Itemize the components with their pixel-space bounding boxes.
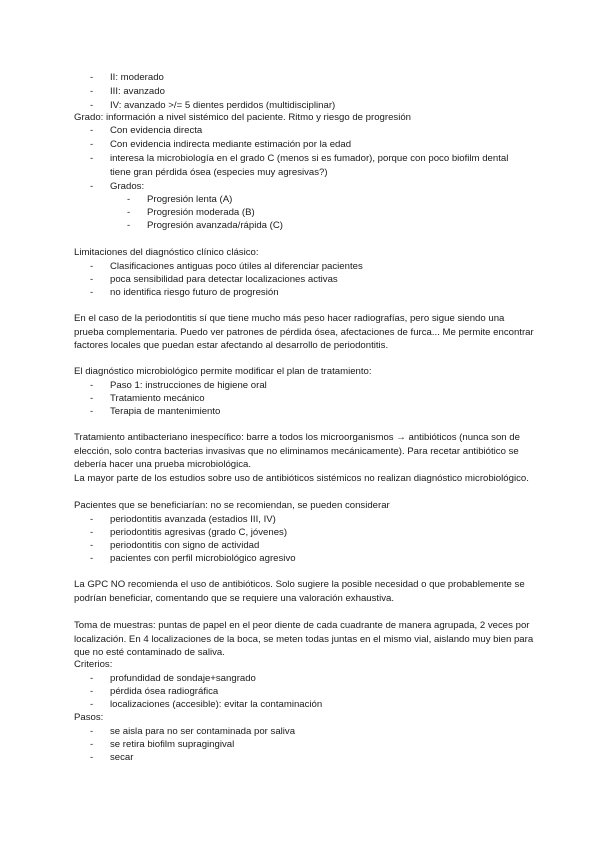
toma-paragraph: Toma de muestras: puntas de papel en el peor diente de cada cuadrante de manera agrupada, 2 veces por localización. En 4 localizaciones de la boca, se meten todas juntas en el mismo vial, aislando muy bien para que no esté contaminado de saliva. (74, 620, 534, 659)
bullet-dash: - (90, 86, 94, 97)
list-item-text: Con evidencia directa (110, 125, 203, 136)
list-item-text: periodontitis avanzada (estadios III, IV) (110, 514, 276, 525)
bullet-dash: - (90, 274, 94, 285)
bullet-dash: - (90, 100, 94, 111)
bullet-dash: - (90, 673, 94, 684)
list-item-text: Con evidencia indirecta mediante estimación por la edad (110, 139, 352, 150)
list-item-text: localizaciones (accesible): evitar la contaminación (110, 699, 323, 710)
list-item-text: Tratamiento mecánico (110, 393, 205, 404)
bullet-dash: - (90, 739, 94, 750)
list-item-text: Clasificaciones antiguas poco útiles al diferenciar pacientes (110, 261, 363, 272)
bullet-dash: - (90, 287, 94, 298)
antibacteriano-paragraph: Tratamiento antibacteriano inespecífico: barre a todos los microorganismos → antibióticos (nunca son de elección, solo contra bacterias invasivas que no eliminamos mecánicamente). Para recetar antibiótico se debería hacer una prueba microbiológica. (74, 432, 520, 471)
list-item-text: se aisla para no ser contaminada por saliva (110, 726, 296, 737)
list-item-text: secar (110, 752, 134, 763)
bullet-dash: - (90, 553, 94, 564)
sublist-item-text: Progresión lenta (A) (147, 194, 233, 205)
list-item-text: Grados: (110, 181, 145, 192)
bullet-dash: - (90, 699, 94, 710)
radiografias-paragraph: En el caso de la periodontitis sí que tiene mucho más peso hacer radiografías, pero sigue siendo una prueba complementaria. Puedo ver patrones de pérdida ósea, afectaciones de furca... Me permite encontrar factores locales que puedan estar afectando al desarrollo de periodontitis. (74, 313, 534, 352)
bullet-dash: - (90, 540, 94, 551)
list-item-text: IV: avanzado >/= 5 dientes perdidos (multidisciplinar) (110, 100, 336, 111)
sublist-item-text: Progresión moderada (B) (147, 207, 255, 218)
bullet-dash: - (90, 406, 94, 417)
limitaciones-heading: Limitaciones del diagnóstico clínico clásico: (74, 247, 259, 258)
grado-heading: Grado: información a nivel sistémico del paciente. Ritmo y riesgo de progresión (74, 112, 412, 123)
microbiologico-heading: El diagnóstico microbiológico permite modificar el plan de tratamiento: (74, 366, 372, 377)
bullet-dash: - (127, 220, 131, 231)
bullet-dash: - (90, 261, 94, 272)
estudios-paragraph: La mayor parte de los estudios sobre uso de antibióticos sistémicos no realizan diagnóstico microbiológico. (74, 473, 529, 484)
list-item-text: II: moderado (110, 72, 164, 83)
list-item-text: periodontitis con signo de actividad (110, 540, 260, 551)
bullet-dash: - (127, 207, 131, 218)
list-item-text: III: avanzado (110, 86, 165, 97)
list-item-text: Terapia de mantenimiento (110, 406, 221, 417)
list-item-text: Paso 1: instrucciones de higiene oral (110, 380, 267, 391)
sublist-item-text: Progresión avanzada/rápida (C) (147, 220, 283, 231)
criterios-heading: Criterios: (74, 659, 113, 670)
list-item-text: interesa la microbiología en el grado C (menos si es fumador), porque con poco biofilm dental tiene gran pérdida ósea (especies muy agresivas?) (110, 153, 509, 178)
list-item-text: pacientes con perfil microbiológico agresivo (110, 553, 296, 564)
bullet-dash: - (90, 393, 94, 404)
list-item-text: se retira biofilm supragingival (110, 739, 235, 750)
pasos-heading: Pasos: (74, 712, 104, 723)
bullet-dash: - (90, 72, 94, 83)
list-item-text: periodontitis agresivas (grado C, jóvenes) (110, 527, 288, 538)
bullet-dash: - (90, 686, 94, 697)
bullet-dash: - (90, 125, 94, 136)
list-item-text: pérdida ósea radiográfica (110, 686, 219, 697)
bullet-dash: - (90, 181, 94, 192)
gpc-paragraph: La GPC NO recomienda el uso de antibióticos. Solo sugiere la posible necesidad o que probablemente se podrían beneficiar, comentando que se requiere una valoración exhaustiva. (74, 579, 525, 604)
bullet-dash: - (90, 726, 94, 737)
bullet-dash: - (90, 139, 94, 150)
bullet-dash: - (90, 153, 94, 164)
pacientes-heading: Pacientes que se beneficiarían: no se recomiendan, se pueden considerar (74, 500, 390, 511)
bullet-dash: - (90, 752, 94, 763)
list-item-text: profundidad de sondaje+sangrado (110, 673, 256, 684)
bullet-dash: - (127, 194, 131, 205)
list-item-text: poca sensibilidad para detectar localizaciones activas (110, 274, 338, 285)
list-item-text: no identifica riesgo futuro de progresión (110, 287, 279, 298)
bullet-dash: - (90, 380, 94, 391)
bullet-dash: - (90, 514, 94, 525)
bullet-dash: - (90, 527, 94, 538)
